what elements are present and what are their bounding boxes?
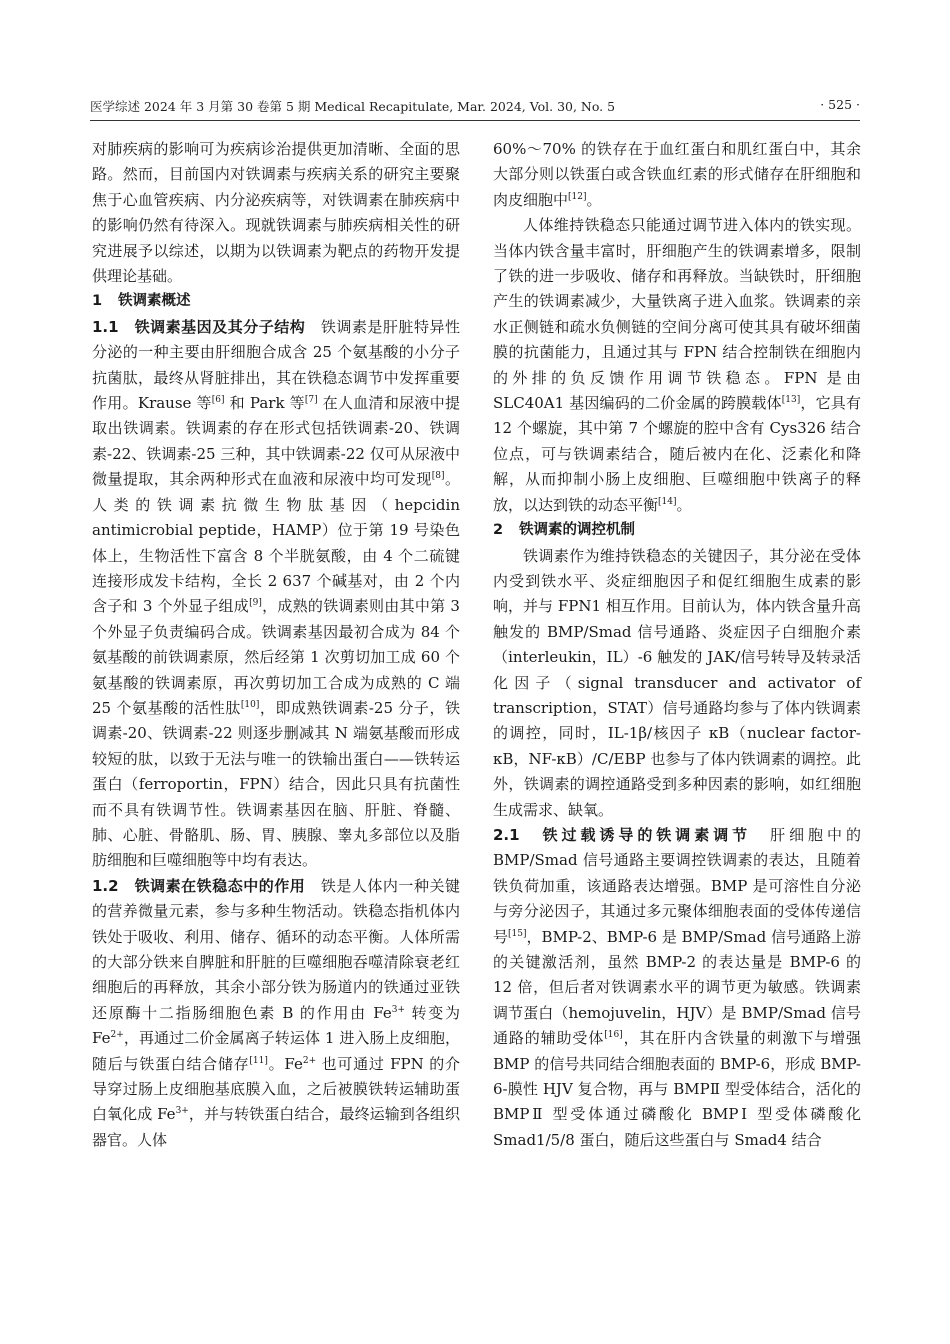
regulation-intro-paragraph: 铁调素作为维持铁稳态的关键因子，其分泌在受体内受到铁水平、炎症细胞因子和促红细胞生成素的影响，并与 FPN1 相互作用。目前认为，体内铁含量升高触发的 BMP/Smad 信号通路、炎症因子白细胞介素（interleukin，IL）-6 触发的 JAK/信号转导及转录活化因子（signal transducer and activator of transcription，STAT）信号通路均参与了体内铁调素的调控，同时，IL-1β/核因子 κB（nuclear factor-κB，NF-κB）/C/EBP 也参与了体内铁调素的调控。此外，铁调素的调控通路受到多种因素的影响，如红细胞生成需求、缺氧。: [493, 546, 861, 819]
section-1-heading: [92, 289, 460, 314]
citation-6: [6]: [211, 395, 225, 406]
section-1-2-paragraph: [92, 874, 460, 1153]
header-rule: [90, 120, 860, 121]
text-run: ，再通过二价金属离子转运体 1 进入肠上皮细胞，随后与铁蛋白结合储存: [92, 1029, 460, 1073]
text-run: ，即成熟铁调素-25 分子，铁调素-20、铁调素-22 则逐步删减其 N 端氨基酸而形成较短的肽，以致于无法与唯一的铁输出蛋白——铁转运蛋白（ferroportin，FPN）结合，因此只具有抗菌性而不具有铁调节性。铁调素基因在脑、肝脏、脊髓、肺、心脏、骨骼肌、肠、胃、胰腺、睾丸多部位以及脂肪细胞和巨噬细胞等中均有表达。: [92, 698, 460, 870]
iron-homeostasis-paragraph: [493, 213, 861, 518]
text-run: 转变为 Fe: [92, 1003, 460, 1048]
iron-storage-paragraph: [493, 137, 861, 213]
superscript-charge: 2+: [302, 1055, 317, 1066]
text-run: 人体维持铁稳态只能通过调节进入体内的铁实现。当体内铁含量丰富时，肝细胞产生的铁调素增多，限制了铁的进一步吸收、储存和再释放。当缺铁时，肝细胞产生的铁调素减少，大量铁离子进入血浆。铁调素的亲水正侧链和疏水负侧链的空间分离可使其具有破坏细菌膜的抗菌能力，且通过其与 FPN 结合控制铁在细胞内的外排的负反馈作用调节铁稳态。FPN 是由 SLC40A1 基因编码的二价金属的跨膜载体: [493, 216, 861, 413]
section-2-heading: [493, 518, 861, 543]
citation-9: [9]: [249, 598, 262, 609]
citation-14: [14]: [658, 496, 677, 507]
superscript-charge: 3+: [175, 1106, 189, 1117]
section-title: 铁调素概述: [118, 293, 191, 310]
text-run: 铁调素是肝脏特异性分泌的一种主要由肝细胞合成含 25 个氨基酸的小分子抗菌肽，最终从肾脏排出，其在铁稳态调节中发挥重要作用。Krause 等: [92, 317, 460, 413]
text-run: 。Fe: [267, 1054, 303, 1073]
right-column: [493, 137, 861, 1153]
text-run: 肝细胞中的 BMP/Smad 信号通路主要调控铁调素的表达，且随着铁负荷加重，该通路表达增强。BMP 是可溶性自分泌与旁分泌因子，其通过多元聚体细胞表面的受体传递信号: [493, 825, 861, 946]
text-run: 。: [586, 190, 602, 209]
text-run: ，其在肝内含铁量的刺激下与增强 BMP 的信号共同结合细胞表面的 BMP-6，形成 BMP-6-膜性 HJV 复合物，再与 BMPⅡ 型受体结合，活化的 BMPⅡ 型受体通过磷酸化 BMPⅠ 型受体磷酸化 Smad1/5/8 蛋白，随后这些蛋白与 Smad4 结合: [493, 1029, 861, 1149]
section-number: 1: [92, 293, 103, 310]
section-1-1-paragraph: [92, 315, 460, 874]
text-run: 铁是人体内一种关键的营养微量元素，参与多种生物活动。铁稳态指机体内铁处于吸收、利用、储存、循环的动态平衡。人体所需的大部分铁来自脾脏和肝脏的巨噬细胞吞噬清除衰老红细胞后的再释放，其余小部分铁为肠道内的铁通过亚铁还原酶十二指肠细胞色素 B 的作用由 Fe: [92, 876, 460, 1022]
text-run: 。: [676, 495, 692, 514]
section-2-1-paragraph: [493, 823, 861, 1153]
citation-7: [7]: [304, 395, 318, 406]
text-run: ，它具有 12 个螺旋，其中第 7 个螺旋的腔中含有 Cys326 结合位点，可与铁调素结合，随后被内在化、泛素化和降解，从而抑制小肠上皮细胞、巨噬细胞中铁离子的释放，以达到铁的动态平衡: [493, 394, 861, 514]
page-number: · 525 ·: [820, 97, 860, 112]
text-run: ，并与转铁蛋白结合，最终运输到各组织器官。人体: [92, 1105, 460, 1149]
text-run: ，BMP-2、BMP-6 是 BMP/Smad 信号通路上游的关键激活剂，虽然 BMP-2 的表达量是 BMP-6 的 12 倍，但后者对铁调素水平的调节更为敏感。铁调素调节蛋白（hemojuvelin，HJV）是 BMP/Smad 信号通路的辅助受体: [493, 927, 861, 1048]
superscript-charge: 2+: [110, 1030, 124, 1041]
text-run: 。人类的铁调素抗微生物肽基因（hepcidin antimicrobial peptide，HAMP）位于第 19 号染色体上，生物活性下富含 8 个半胱氨酸，由 4 个二硫键连接形成发卡结构，全长 2 637 个碱基对，由 2 个内含子和 3 个外显子组成: [92, 470, 460, 616]
text-run: ，成熟的铁调素则由其中第 3 个外显子负责编码合成。铁调素基因最初合成为 84 个氨基酸的前铁调素原，然后经第 1 次剪切加工成 60 个氨基酸的铁调素原，再次剪切加工合成为成熟的 C 端 25 个氨基酸的活性肽: [92, 597, 460, 717]
citation-8: [8]: [431, 471, 445, 482]
text-run: 在人血清和尿液中提取出铁调素。铁调素的存在形式包括铁调素-20、铁调素-22、铁调素-25 三种，其中铁调素-22 仅可从尿液中微量提取，其余两种形式在血液和尿液中均可发现: [92, 394, 460, 489]
text-run: 也可通过 FPN 的介导穿过肠上皮细胞基底膜入血，之后被膜铁转运辅助蛋白氧化成 Fe: [92, 1054, 460, 1124]
subsection-1-1-heading: 1.1 铁调素基因及其分子结构: [92, 317, 321, 336]
citation-16: [16]: [604, 1030, 623, 1041]
citation-12: [12]: [568, 191, 587, 202]
section-number: 2: [493, 522, 504, 539]
subsection-2-1-heading: 2.1 铁过载诱导的铁调素调节: [493, 825, 771, 844]
section-title: 铁调素的调控机制: [519, 522, 635, 539]
citation-13: [13]: [781, 395, 801, 406]
text-run: 和 Park 等: [224, 394, 305, 413]
journal-citation: 医学综述 2024 年 3 月第 30 卷第 5 期 Medical Recapitulate, Mar. 2024, Vol. 30, No. 5: [90, 99, 616, 114]
citation-15: [15]: [508, 928, 527, 939]
text-run: 60%～70% 的铁存在于血红蛋白和肌红蛋白中，其余大部分则以铁蛋白或含铁血红素的形式储存在肝细胞和肉皮细胞中: [493, 140, 861, 209]
intro-paragraph-end: 对肺疾病的影响可为疾病诊治提供更加清晰、全面的思路。然而，目前国内对铁调素与疾病关系的研究主要聚焦于心血管疾病、内分泌疾病等，对铁调素在肺疾病中的影响仍然有待深入。现就铁调素与肺疾病相关性的研究进展予以综述，以期为以铁调素为靶点的药物开发提供理论基础。: [92, 140, 460, 286]
superscript-charge: 3+: [391, 1004, 406, 1015]
subsection-1-2-heading: 1.2 铁调素在铁稳态中的作用: [92, 876, 321, 895]
citation-10: [10]: [240, 699, 260, 710]
citation-11: [11]: [249, 1055, 268, 1066]
left-column: [92, 137, 460, 1153]
running-header: [90, 97, 860, 115]
